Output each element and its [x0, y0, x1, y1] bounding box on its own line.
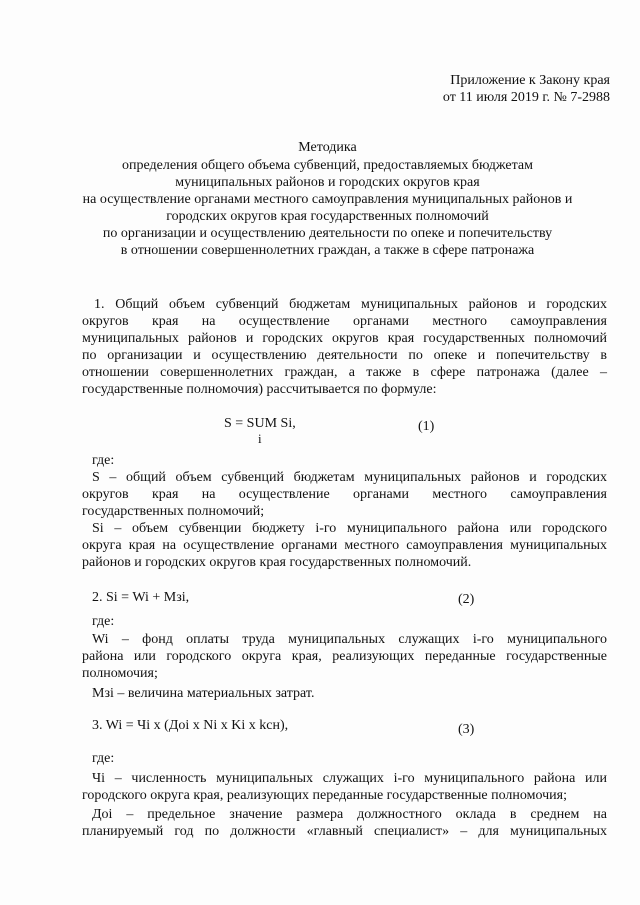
definition-wi — [82, 631, 607, 682]
appendix-header — [290, 72, 610, 106]
where-label: где: — [92, 751, 115, 766]
definition-line: Wi – фонд оплаты труда муниципальных служащих i-го муниципального — [92, 632, 607, 647]
paragraph-line: 1. Общий объем субвенций бюджетам муниципальных районов и городских — [94, 297, 607, 312]
definition-line: Доi – предельное значение размера должностного оклада в среднем на — [92, 807, 607, 822]
definition-s — [82, 469, 607, 520]
title-block — [40, 139, 615, 259]
formula-1-subscript: i — [258, 431, 262, 446]
paragraph-line: отношении совершеннолетних граждан, а также в сфере патронажа (далее – — [82, 365, 607, 380]
definition-line: районов и городских округов края государственных полномочий. — [82, 555, 472, 570]
title-sub-line: определения общего объема субвенций, предоставляемых бюджетам — [122, 158, 533, 173]
paragraph-line: по организации и осуществлению деятельности по опеке и попечительству в — [82, 348, 607, 363]
paragraph-line: округов края на осуществление органами местного самоуправления — [82, 314, 607, 329]
definition-line: планируемый год по должности «главный специалист» – для муниципальных — [82, 824, 607, 839]
definition-chi — [82, 770, 607, 804]
definition-line: S – общий объем субвенций бюджетам муниципальных районов и городских — [92, 470, 607, 485]
appendix-line-2: от 11 июля 2019 г. № 7-2988 — [442, 90, 610, 105]
definition-line: городского округа края, реализующих переданные государственные полномочия; — [82, 788, 567, 803]
title-sub-line: на осуществление органами местного самоуправления муниципальных районов и — [82, 192, 573, 207]
appendix-line-1: Приложение к Закону края — [450, 73, 610, 88]
title-sub-line: городских округов края государственных полномочий — [166, 209, 489, 224]
definition-doi — [82, 806, 607, 840]
formula-3: 3. Wi = Чi x (Доi x Ni x Ki x kсн), — [92, 718, 289, 733]
definition-line: округа края на осуществление органами местного самоуправления муниципальных — [82, 538, 607, 553]
formula-2-number: (2) — [458, 592, 475, 607]
definition-line: Чi – численность муниципальных служащих i-го муниципального района или — [92, 771, 607, 786]
where-label: где: — [92, 453, 115, 468]
title-sub-line: по организации и осуществлению деятельности по опеке и попечительству — [102, 226, 553, 241]
title-sub-line: муниципальных районов и городских округов края — [175, 175, 480, 190]
section1-paragraph — [82, 296, 607, 398]
definition-line: государственных полномочий; — [82, 504, 265, 519]
definition-line: округов края на осуществление органами местного самоуправления — [82, 487, 607, 502]
definition-line: района или городского округа края, реализующих переданные государственные — [82, 649, 607, 664]
definition-mzi: Мзi – величина материальных затрат. — [92, 686, 315, 701]
formula-1-number: (1) — [418, 419, 435, 434]
definition-line: полномочия; — [82, 666, 158, 681]
paragraph-line: муниципальных районов и городских округов края государственных полномочий — [82, 331, 607, 346]
definition-line: Si – объем субвенции бюджету i-го муниципального района или городского — [92, 521, 607, 536]
title-main: Методика — [298, 140, 357, 155]
formula-1: S = SUM Si, — [224, 416, 296, 431]
formula-3-number: (3) — [458, 722, 475, 737]
paragraph-line: государственные полномочия) рассчитывается по формуле: — [82, 382, 437, 397]
definition-si — [82, 520, 607, 571]
formula-2: 2. Si = Wi + Мзi, — [92, 590, 190, 605]
title-sub-line: в отношении совершеннолетних граждан, а также в сфере патронажа — [120, 243, 535, 258]
where-label: где: — [92, 614, 115, 629]
